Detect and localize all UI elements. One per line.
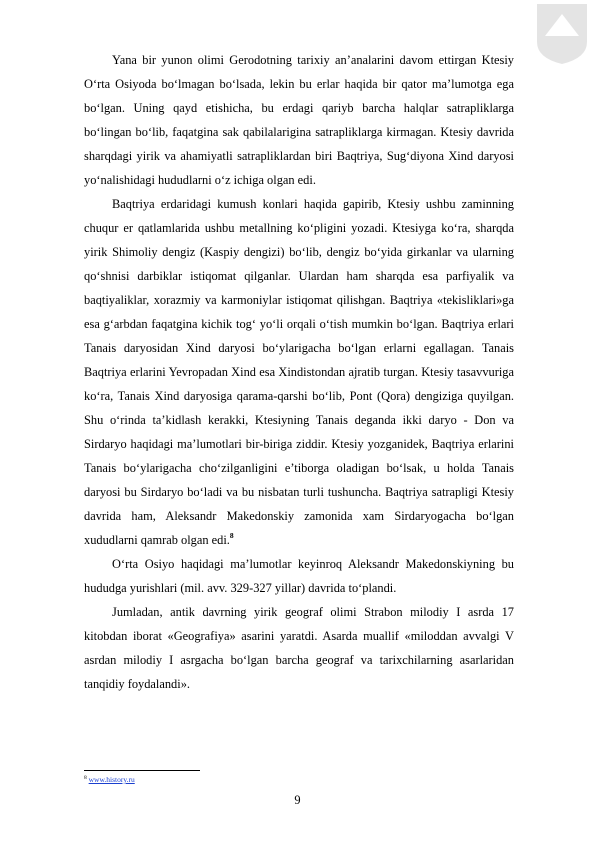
footnote — [84, 773, 135, 785]
footnote-reference[interactable]: 8 — [229, 531, 234, 540]
paragraph-1: Yana bir yunon olimi Gerodotning tarixiy an’analarini davom ettirgan Ktesiy O‘rta Osiyoda bo‘lmagan bo‘lsada, lekin bu erlar haqida bir qator ma’lumotga ega bo‘lgan. Uning qayd etishicha, bu erdagi qariyb barcha halqlar satrapliklarga bo‘lingan bo‘lib, faqatgina sak qabilalarigina satrapliklarga kirmagan. Ktesiy davrida sharqdagi yirik va ahamiyatli satrapliklardan biri Baqtriya, Sug‘diyona Xind daryosi yo‘nalishidagi hududlarni o‘z ichiga olgan edi. — [84, 53, 514, 187]
paragraph-3: O‘rta Osiyo haqidagi ma’lumotlar keyinroq Aleksandr Makedonskiyning bu hududga yurishlari (mil. avv. 329-327 yillar) davrida to‘plandi. — [84, 557, 514, 595]
footnote-divider — [84, 770, 200, 771]
paragraph-4: Jumladan, antik davrning yirik geograf olimi Strabon milodiy I asrda 17 kitobdan iborat «Geografiya» asarini yaratdi. Asarda muallif «miloddan avvalgi V asrdan milodiy I asrgacha bo‘lgan barcha geograf va tarixchilarning asarlaridan tanqidiy foydalandi». — [84, 605, 514, 691]
document-body — [84, 48, 514, 696]
paragraph-2 — [84, 192, 514, 552]
footnote-marker: 8 — [84, 775, 87, 781]
watermark-logo-icon — [529, 0, 595, 66]
paragraph-2-text: Baqtriya erdaridagi kumush konlari haqida gapirib, Ktesiy ushbu zaminning chuqur er qatlamlarida ushbu metallning ko‘pligini yozadi. Ktesiyga ko‘ra, sharqda yirik Shimoliy dengiz (Kaspiy dengizi) bo‘lib, dengiz bo‘yida girkanlar va ularning qo‘shnisi darbiklar istiqomat qilganlar. Ulardan ham sharqda esa parfiyalik va baqtiyaliklar, xorazmiy va karmoniylar istiqomat qilishgan. Baqtriya «tekisliklari»ga esa g‘arbdan faqatgina kichik tog‘ yo‘li orqali o‘tish mumkin bo‘lgan. Baqtriya erlari Tanais daryosidan Xind daryosi bo‘ylarigacha bo‘lgan erlarni egallagan. Tanais Baqtriya erlarini Yevropadan Xind esa Xindistondan ajratib turgan. Ktesiy tasavvuriga ko‘ra, Tanais Xind daryosiga qarama-qarshi bo‘lib, Pont (Qora) dengiziga quyilgan. Shu o‘rinda ta’kidlash kerakki, Ktesiyning Tanais deganda ikki daryo - Don va Sirdaryo haqidagi ma’lumotlari bir-biriga ziddir. Ktesiy yozganidek, Baqtriya erlarini Tanais bo‘ylarigacha cho‘zilganligini e’tiborga oladigan bo‘lsak, u holda Tanais daryosi bu Sirdaryo bo‘ladi va bu nisbatan turli tushuncha. Baqtriya satrapligi Ktesiy davrida ham, Aleksandr Makedonskiy zamonida xam Sirdaryogacha bo‘lgan xududlarni qamrab olgan edi. — [84, 197, 514, 547]
page-number: 9 — [294, 793, 301, 807]
footnote-link[interactable]: www.history.ru — [88, 775, 135, 784]
